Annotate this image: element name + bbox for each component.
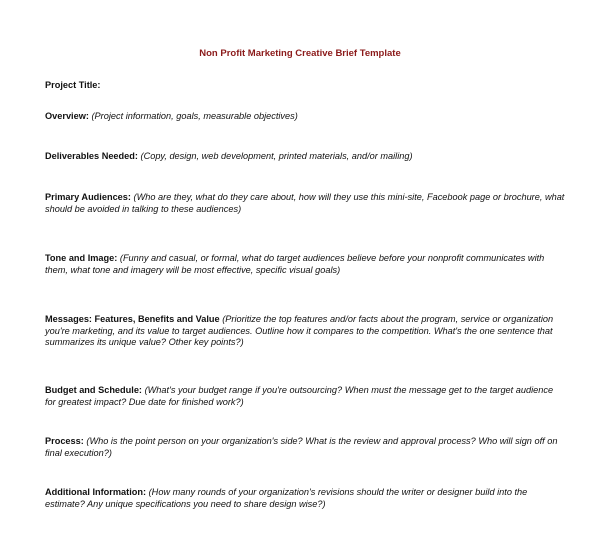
section-description: (Copy, design, web development, printed materials, and/or mailing): [140, 151, 413, 161]
section-additional-information: [45, 487, 565, 510]
section-project-title: [45, 80, 565, 92]
section-description: (Who is the point person on your organization's side? What is the review and approval process? Who will sign off on final execution?): [45, 436, 558, 458]
section-description: (How many rounds of your organization's revisions should the writer or designer build into the estimate? Any unique specifications you need to share design wise?): [45, 487, 528, 509]
section-description: (Funny and casual, or formal, what do target audiences believe before your nonprofit communicates with them, what tone and imagery will be most effective, specific visual goals): [45, 253, 545, 275]
section-label: Primary Audiences:: [45, 192, 131, 202]
section-primary-audiences: [45, 192, 565, 215]
section-label: Additional Information:: [45, 487, 147, 497]
section-description: (What's your budget range if you're outsourcing? When must the message get to the target audience for greatest impact? Due date for finished work?): [45, 385, 554, 407]
section-label: Overview:: [45, 111, 89, 121]
section-label: Project Title:: [45, 80, 101, 90]
section-deliverables: [45, 151, 565, 163]
section-overview: [45, 111, 565, 123]
section-label: Deliverables Needed:: [45, 151, 138, 161]
section-description: (Project information, goals, measurable objectives): [91, 111, 298, 121]
section-description: (Prioritize the top features and/or facts about the program, service or organization you're marketing, and its value to target audiences. Outline how it compares to the competition. What's the one sentence that summarizes its unique value? Other key points?): [45, 314, 554, 347]
section-label: Tone and Image:: [45, 253, 118, 263]
section-messages: [45, 314, 565, 349]
section-description: (Who are they, what do they care about, how will they use this mini-site, Facebook page or brochure, what should be avoided in talking to these audiences): [45, 192, 565, 214]
section-tone-and-image: [45, 253, 565, 276]
section-budget-and-schedule: [45, 385, 565, 408]
document-title: Non Profit Marketing Creative Brief Template: [199, 48, 401, 59]
section-label: Messages: Features, Benefits and Value: [45, 314, 220, 324]
section-label: Process:: [45, 436, 84, 446]
section-process: [45, 436, 565, 459]
section-label: Budget and Schedule:: [45, 385, 142, 395]
